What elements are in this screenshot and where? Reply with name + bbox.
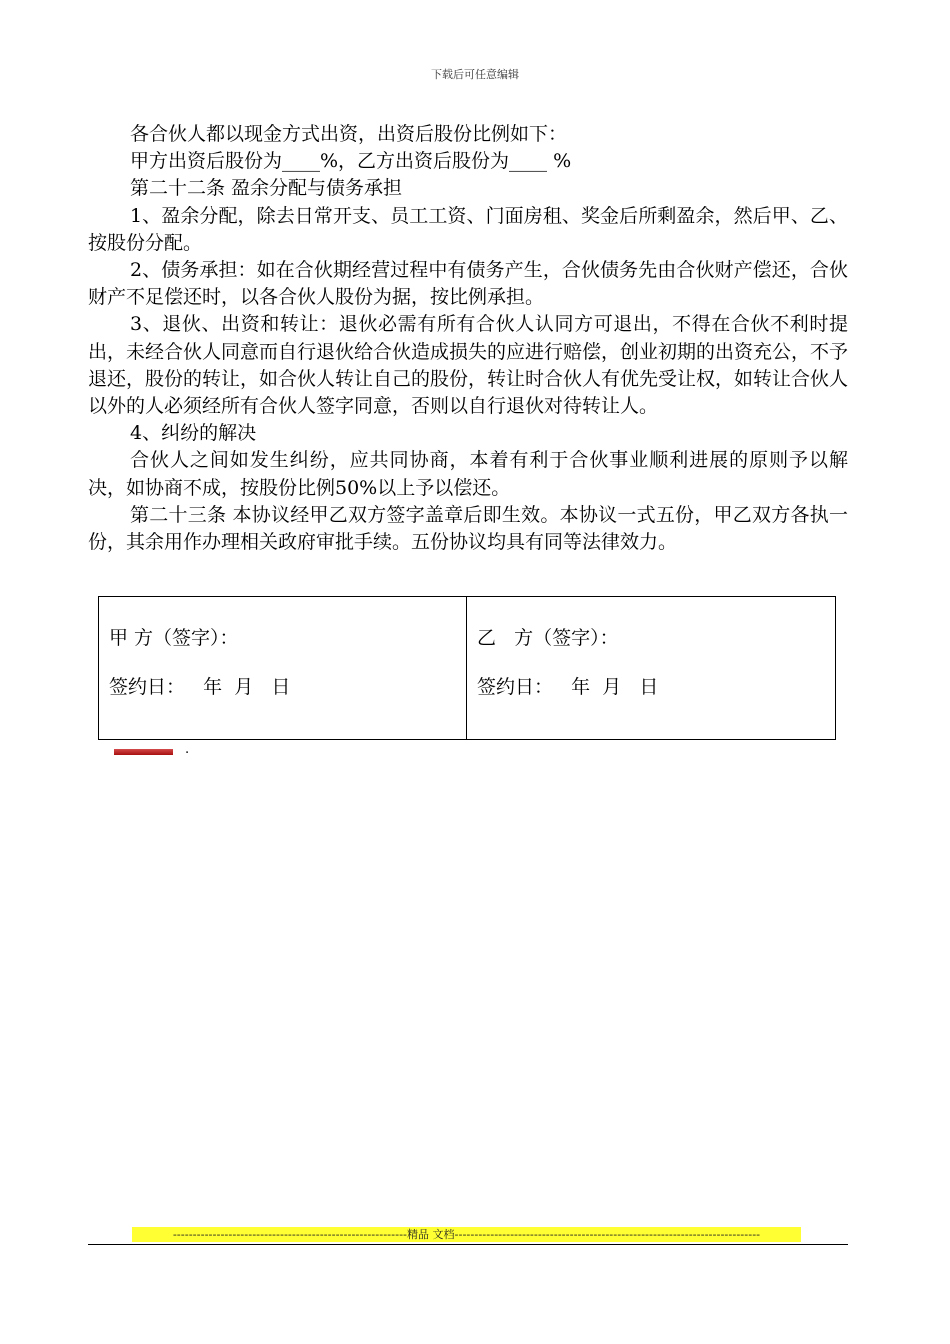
footer-rule [88, 1244, 848, 1245]
paragraph-dispute-heading: 4、纠纷的解决 [130, 422, 257, 445]
document-body [88, 121, 848, 556]
party-b-signature-cell[interactable] [467, 597, 835, 739]
red-decoration-bar [114, 749, 173, 755]
party-b-date-label: 签约日： 年 月 日 [477, 676, 659, 698]
paragraph-debt-bearing: 2、债务承担：如在合伙期经营过程中有债务产生，合伙债务先由合伙财产偿还，合伙财产不足偿还时，以各合伙人股份为据，按比例承担。 [88, 259, 848, 309]
paragraph-dispute-resolution: 合伙人之间如发生纠纷，应共同协商，本着有利于合伙事业顺利进展的原则予以解决，如协商不成，按股份比例50%以上予以偿还。 [88, 449, 848, 499]
trailing-dot: . [185, 742, 190, 757]
party-a-date-label: 签约日： 年 月 日 [109, 676, 291, 698]
paragraph-withdrawal-transfer: 3、退伙、出资和转让：退伙必需有所有合伙人认同方可退出，不得在合伙不利时提出，未经合伙人同意而自行退伙给合伙造成损失的应进行赔偿，创业初期的出资充公，不予退还，股份的转让，如合伙人转让自己的股份，转让时合伙人有优先受让权，如转让合伙人以外的人必须经所有合伙人签字同意，否则以自行退伙对待转让人。 [88, 313, 849, 418]
signature-table [98, 596, 836, 740]
party-b-sign-label: 乙 方（签字）： [477, 627, 619, 649]
article-23-effectiveness: 第二十三条 本协议经甲乙双方签字盖章后即生效。本协议一式五份，甲乙双方各执一份，其余用作办理相关政府审批手续。五份协议均具有同等法律效力。 [88, 503, 848, 554]
party-a-sign-label: 甲 方（签字）： [109, 627, 239, 649]
paragraph-profit-distribution: 1、盈余分配，除去日常开支、员工工资、门面房租、奖金后所剩盈余，然后甲、乙、按股份分配。 [88, 204, 848, 254]
article-22-heading: 第二十二条 盈余分配与债务承担 [130, 177, 403, 200]
header-note: 下载后可任意编辑 [431, 68, 519, 81]
paragraph-contribution-intro: 各合伙人都以现金方式出资，出资后股份比例如下： [130, 123, 568, 145]
party-a-signature-cell[interactable] [99, 597, 467, 739]
footer-watermark: -----------------------------------------------------------精品 文档----------------------------------------------------------------------------- [132, 1227, 801, 1242]
paragraph-share-ratio: 甲方出资后股份为____%，乙方出资后股份为____ % [130, 150, 572, 173]
